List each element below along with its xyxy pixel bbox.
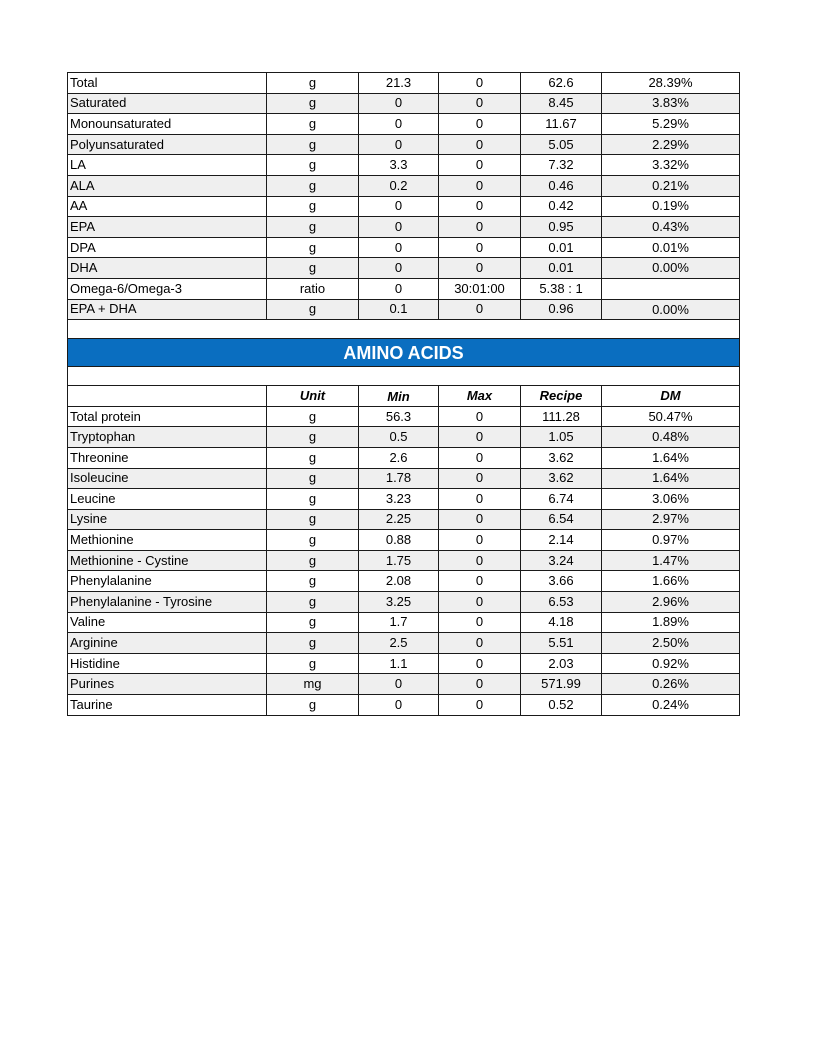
cell-max: 0 <box>439 612 521 633</box>
cell-recipe: 62.6 <box>521 73 602 94</box>
cell-unit: g <box>267 550 359 571</box>
table-row <box>68 196 740 217</box>
cell-dm: 0.19% <box>602 196 740 217</box>
cell-unit: g <box>267 530 359 551</box>
amino-acids-banner <box>68 339 740 367</box>
cell-max: 0 <box>439 489 521 510</box>
cell-name: Arginine <box>68 633 267 654</box>
cell-min: 0 <box>359 237 439 258</box>
cell-min: 0.5 <box>359 427 439 448</box>
cell-unit: g <box>267 427 359 448</box>
cell-max: 0 <box>439 653 521 674</box>
cell-unit: g <box>267 653 359 674</box>
cell-name: Phenylalanine - Tyrosine <box>68 592 267 613</box>
amino-rows <box>68 406 740 715</box>
table-row <box>68 509 740 530</box>
cell-name: Polyunsaturated <box>68 134 267 155</box>
cell-name: Isoleucine <box>68 468 267 489</box>
nutrient-table <box>67 72 740 716</box>
table-row <box>68 278 740 299</box>
table-row <box>68 633 740 654</box>
cell-unit: g <box>267 571 359 592</box>
cell-name: Tryptophan <box>68 427 267 448</box>
cell-recipe: 5.51 <box>521 633 602 654</box>
cell-dm: 0.97% <box>602 530 740 551</box>
cell-recipe: 6.53 <box>521 592 602 613</box>
cell-recipe: 0.52 <box>521 695 602 716</box>
cell-max: 0 <box>439 93 521 114</box>
cell-dm: 1.47% <box>602 550 740 571</box>
cell-dm: 0.26% <box>602 674 740 695</box>
cell-name: Valine <box>68 612 267 633</box>
cell-min: 2.6 <box>359 447 439 468</box>
cell-unit: g <box>267 134 359 155</box>
table-row <box>68 695 740 716</box>
cell-unit: g <box>267 592 359 613</box>
spacer-row <box>68 367 740 386</box>
cell-recipe: 3.66 <box>521 571 602 592</box>
cell-unit: g <box>267 406 359 427</box>
table-row <box>68 93 740 114</box>
cell-min: 1.75 <box>359 550 439 571</box>
cell-dm: 50.47% <box>602 406 740 427</box>
cell-name: Total <box>68 73 267 94</box>
cell-name: Purines <box>68 674 267 695</box>
header-unit: Unit <box>267 386 359 407</box>
cell-min: 2.08 <box>359 571 439 592</box>
cell-max: 0 <box>439 592 521 613</box>
cell-dm: 0.00% <box>602 258 740 279</box>
cell-name: DPA <box>68 237 267 258</box>
cell-max: 0 <box>439 447 521 468</box>
cell-unit: g <box>267 196 359 217</box>
nutrition-sheet <box>67 72 739 716</box>
table-row <box>68 489 740 510</box>
cell-dm: 1.64% <box>602 447 740 468</box>
cell-max: 0 <box>439 530 521 551</box>
cell-max: 0 <box>439 571 521 592</box>
cell-unit: g <box>267 489 359 510</box>
cell-min: 0.1 <box>359 299 439 320</box>
cell-name: EPA + DHA <box>68 299 267 320</box>
cell-max: 0 <box>439 633 521 654</box>
table-row <box>68 155 740 176</box>
cell-recipe: 0.96 <box>521 299 602 320</box>
cell-name: ALA <box>68 175 267 196</box>
cell-recipe: 2.14 <box>521 530 602 551</box>
table-row <box>68 427 740 448</box>
cell-recipe: 11.67 <box>521 114 602 135</box>
table-row <box>68 550 740 571</box>
cell-max: 0 <box>439 427 521 448</box>
table-row <box>68 175 740 196</box>
table-row <box>68 612 740 633</box>
cell-max: 0 <box>439 550 521 571</box>
cell-unit: g <box>267 633 359 654</box>
cell-dm <box>602 278 740 299</box>
cell-unit: g <box>267 73 359 94</box>
cell-min: 0 <box>359 258 439 279</box>
cell-name: Histidine <box>68 653 267 674</box>
cell-max: 30:01:00 <box>439 278 521 299</box>
cell-name: AA <box>68 196 267 217</box>
header-dm: DM <box>602 386 740 407</box>
cell-max: 0 <box>439 299 521 320</box>
cell-min: 1.78 <box>359 468 439 489</box>
cell-unit: g <box>267 217 359 238</box>
cell-dm: 3.06% <box>602 489 740 510</box>
table-row <box>68 406 740 427</box>
cell-min: 3.25 <box>359 592 439 613</box>
cell-max: 0 <box>439 509 521 530</box>
cell-max: 0 <box>439 155 521 176</box>
table-row <box>68 114 740 135</box>
cell-dm: 3.83% <box>602 93 740 114</box>
cell-max: 0 <box>439 468 521 489</box>
cell-dm: 0.43% <box>602 217 740 238</box>
cell-min: 0 <box>359 134 439 155</box>
cell-dm: 28.39% <box>602 73 740 94</box>
cell-name: Omega-6/Omega-3 <box>68 278 267 299</box>
cell-max: 0 <box>439 674 521 695</box>
cell-max: 0 <box>439 258 521 279</box>
table-row <box>68 592 740 613</box>
cell-recipe: 0.01 <box>521 258 602 279</box>
cell-dm: 0.21% <box>602 175 740 196</box>
cell-recipe: 6.54 <box>521 509 602 530</box>
cell-name: DHA <box>68 258 267 279</box>
fats-section <box>68 73 740 320</box>
cell-unit: g <box>267 155 359 176</box>
cell-max: 0 <box>439 114 521 135</box>
cell-dm: 2.50% <box>602 633 740 654</box>
cell-name: LA <box>68 155 267 176</box>
cell-dm: 1.64% <box>602 468 740 489</box>
cell-name: EPA <box>68 217 267 238</box>
spacer-row <box>68 320 740 339</box>
cell-dm: 0.92% <box>602 653 740 674</box>
cell-recipe: 571.99 <box>521 674 602 695</box>
cell-min: 0 <box>359 278 439 299</box>
table-row <box>68 73 740 94</box>
cell-unit: g <box>267 509 359 530</box>
cell-min: 0 <box>359 196 439 217</box>
cell-dm: 0.24% <box>602 695 740 716</box>
cell-recipe: 4.18 <box>521 612 602 633</box>
cell-name: Methionine <box>68 530 267 551</box>
cell-name: Taurine <box>68 695 267 716</box>
cell-name: Threonine <box>68 447 267 468</box>
cell-recipe: 8.45 <box>521 93 602 114</box>
cell-unit: ratio <box>267 278 359 299</box>
cell-max: 0 <box>439 175 521 196</box>
table-row <box>68 571 740 592</box>
cell-min: 0.2 <box>359 175 439 196</box>
header-max: Max <box>439 386 521 407</box>
header-min: Min <box>359 386 439 407</box>
cell-unit: g <box>267 93 359 114</box>
cell-dm: 2.29% <box>602 134 740 155</box>
cell-min: 2.5 <box>359 633 439 654</box>
cell-name: Lysine <box>68 509 267 530</box>
cell-unit: mg <box>267 674 359 695</box>
cell-min: 1.7 <box>359 612 439 633</box>
cell-recipe: 5.05 <box>521 134 602 155</box>
table-row <box>68 258 740 279</box>
table-row <box>68 217 740 238</box>
cell-min: 0 <box>359 114 439 135</box>
cell-unit: g <box>267 175 359 196</box>
cell-max: 0 <box>439 237 521 258</box>
cell-max: 0 <box>439 217 521 238</box>
cell-recipe: 6.74 <box>521 489 602 510</box>
cell-unit: g <box>267 468 359 489</box>
cell-dm: 5.29% <box>602 114 740 135</box>
cell-unit: g <box>267 237 359 258</box>
cell-max: 0 <box>439 73 521 94</box>
cell-max: 0 <box>439 695 521 716</box>
section-title: AMINO ACIDS <box>68 339 740 367</box>
cell-name: Phenylalanine <box>68 571 267 592</box>
cell-max: 0 <box>439 406 521 427</box>
cell-dm: 0.48% <box>602 427 740 448</box>
table-row <box>68 447 740 468</box>
table-row <box>68 237 740 258</box>
cell-recipe: 0.01 <box>521 237 602 258</box>
cell-recipe: 7.32 <box>521 155 602 176</box>
cell-recipe: 5.38 : 1 <box>521 278 602 299</box>
cell-unit: g <box>267 612 359 633</box>
cell-dm: 0.01% <box>602 237 740 258</box>
cell-min: 0 <box>359 93 439 114</box>
cell-recipe: 3.62 <box>521 468 602 489</box>
cell-dm: 2.96% <box>602 592 740 613</box>
cell-name: Total protein <box>68 406 267 427</box>
cell-max: 0 <box>439 134 521 155</box>
cell-recipe: 1.05 <box>521 427 602 448</box>
table-row <box>68 530 740 551</box>
cell-unit: g <box>267 299 359 320</box>
cell-dm: 0.00% <box>602 299 740 320</box>
table-row <box>68 134 740 155</box>
cell-recipe: 0.46 <box>521 175 602 196</box>
cell-min: 2.25 <box>359 509 439 530</box>
cell-name: Methionine - Cystine <box>68 550 267 571</box>
table-row <box>68 468 740 489</box>
cell-unit: g <box>267 695 359 716</box>
cell-dm: 2.97% <box>602 509 740 530</box>
cell-unit: g <box>267 447 359 468</box>
cell-min: 0 <box>359 217 439 238</box>
cell-recipe: 2.03 <box>521 653 602 674</box>
table-row <box>68 653 740 674</box>
cell-name: Saturated <box>68 93 267 114</box>
cell-name: Monounsaturated <box>68 114 267 135</box>
cell-max: 0 <box>439 196 521 217</box>
cell-min: 1.1 <box>359 653 439 674</box>
cell-recipe: 0.95 <box>521 217 602 238</box>
cell-min: 3.23 <box>359 489 439 510</box>
cell-min: 3.3 <box>359 155 439 176</box>
amino-section <box>68 320 740 407</box>
cell-min: 21.3 <box>359 73 439 94</box>
cell-unit: g <box>267 258 359 279</box>
cell-min: 0.88 <box>359 530 439 551</box>
table-row <box>68 674 740 695</box>
header-recipe: Recipe <box>521 386 602 407</box>
spacer-cell <box>68 320 740 339</box>
spacer-cell <box>68 367 740 386</box>
cell-dm: 1.89% <box>602 612 740 633</box>
cell-recipe: 3.24 <box>521 550 602 571</box>
header-name <box>68 386 267 407</box>
cell-dm: 1.66% <box>602 571 740 592</box>
cell-name: Leucine <box>68 489 267 510</box>
cell-min: 0 <box>359 695 439 716</box>
cell-recipe: 0.42 <box>521 196 602 217</box>
cell-recipe: 111.28 <box>521 406 602 427</box>
cell-dm: 3.32% <box>602 155 740 176</box>
table-row <box>68 299 740 320</box>
cell-min: 0 <box>359 674 439 695</box>
cell-min: 56.3 <box>359 406 439 427</box>
cell-unit: g <box>267 114 359 135</box>
cell-recipe: 3.62 <box>521 447 602 468</box>
column-header-row <box>68 386 740 407</box>
